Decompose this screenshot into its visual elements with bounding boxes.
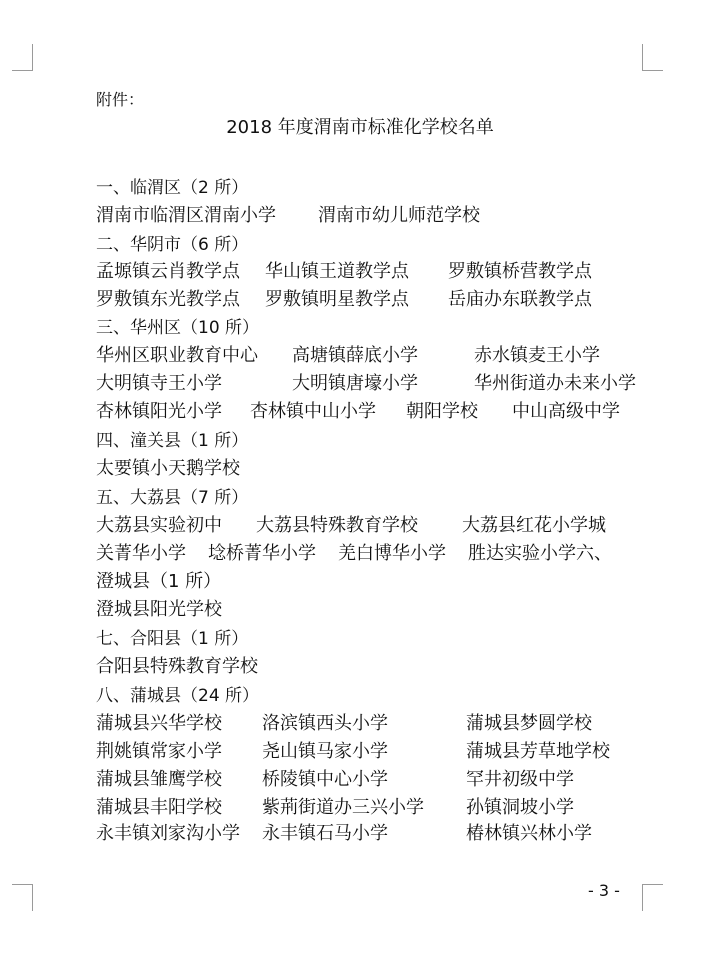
school-item: 尧山镇马家小学 — [262, 741, 388, 762]
school-item: 渭南市临渭区渭南小学 — [96, 205, 276, 226]
school-item: 孟塬镇云肖教学点 — [96, 261, 240, 282]
school-item: 大荔县特殊教育学校 — [256, 515, 418, 536]
school-item: 蒲城县兴华学校 — [96, 713, 222, 734]
school-item: 蒲城县雏鹰学校 — [96, 769, 222, 790]
school-item: 羌白博华小学 — [338, 543, 446, 564]
school-item: 罗敷镇东光教学点 — [96, 289, 240, 310]
school-item: 永丰镇刘家沟小学 — [96, 823, 240, 844]
school-item: 赤水镇麦王小学 — [474, 345, 600, 366]
school-item: 荆姚镇常家小学 — [96, 741, 222, 762]
school-item: 孙镇洞坡小学 — [466, 797, 574, 818]
school-item: 华州街道办未来小学 — [474, 373, 636, 394]
school-item: 杏林镇阳光小学 — [96, 401, 222, 422]
school-item: 大明镇唐壕小学 — [292, 373, 418, 394]
section-heading: 五、大荔县（7 所） — [96, 488, 249, 508]
document-title: 2018 年度渭南市标准化学校名单 — [226, 117, 494, 138]
section-heading: 八、蒲城县（24 所） — [96, 686, 260, 706]
school-item: 罗敷镇明星教学点 — [265, 289, 409, 310]
section-heading: 一、临渭区（2 所） — [96, 178, 249, 198]
school-item: 胜达实验小学六、 — [468, 543, 612, 564]
corner-mark-top-left — [12, 44, 33, 71]
attachment-label: 附件： — [96, 90, 145, 109]
school-item: 华州区职业教育中心 — [96, 345, 258, 366]
school-item: 太要镇小天鹅学校 — [96, 458, 240, 479]
section-heading: 七、合阳县（1 所） — [96, 629, 249, 649]
school-item: 岳庙办东联教学点 — [448, 289, 592, 310]
school-item: 永丰镇石马小学 — [262, 823, 388, 844]
school-item: 华山镇王道教学点 — [265, 261, 409, 282]
school-item: 桥陵镇中心小学 — [262, 769, 388, 790]
school-item: 罕井初级中学 — [466, 769, 574, 790]
school-item: 合阳县特殊教育学校 — [96, 656, 258, 677]
school-item: 关菁华小学 — [96, 543, 186, 564]
school-item: 罗敷镇桥营教学点 — [448, 261, 592, 282]
school-item: 澄城县阳光学校 — [96, 599, 222, 620]
corner-mark-bottom-right — [642, 884, 663, 911]
corner-mark-bottom-left — [12, 884, 33, 911]
school-item: 蒲城县丰阳学校 — [96, 797, 222, 818]
school-item: 中山高级中学 — [512, 401, 620, 422]
school-item: 大荔县红花小学城 — [462, 515, 606, 536]
corner-mark-top-right — [642, 44, 663, 71]
school-item: 埝桥菁华小学 — [208, 543, 316, 564]
section-heading: 四、潼关县（1 所） — [96, 431, 249, 451]
section-heading: 三、华州区（10 所） — [96, 318, 260, 338]
school-item: 渭南市幼儿师范学校 — [318, 205, 480, 226]
school-item: 高塘镇薛底小学 — [292, 345, 418, 366]
school-item: 朝阳学校 — [406, 401, 478, 422]
school-item: 洛滨镇西头小学 — [262, 713, 388, 734]
school-item: 杏林镇中山小学 — [250, 401, 376, 422]
section-heading: 二、华阴市（6 所） — [96, 235, 249, 255]
school-item: 大明镇寺王小学 — [96, 373, 222, 394]
school-item: 紫荊街道办三兴小学 — [262, 797, 424, 818]
school-item: 大荔县实验初中 — [96, 515, 222, 536]
school-item: 椿林镇兴林小学 — [466, 823, 592, 844]
school-item: 蒲城县芳草地学校 — [466, 741, 610, 762]
school-item: 澄城县（1 所） — [96, 571, 222, 592]
page-number: - 3 - — [588, 881, 620, 900]
school-item: 蒲城县梦圆学校 — [466, 713, 592, 734]
